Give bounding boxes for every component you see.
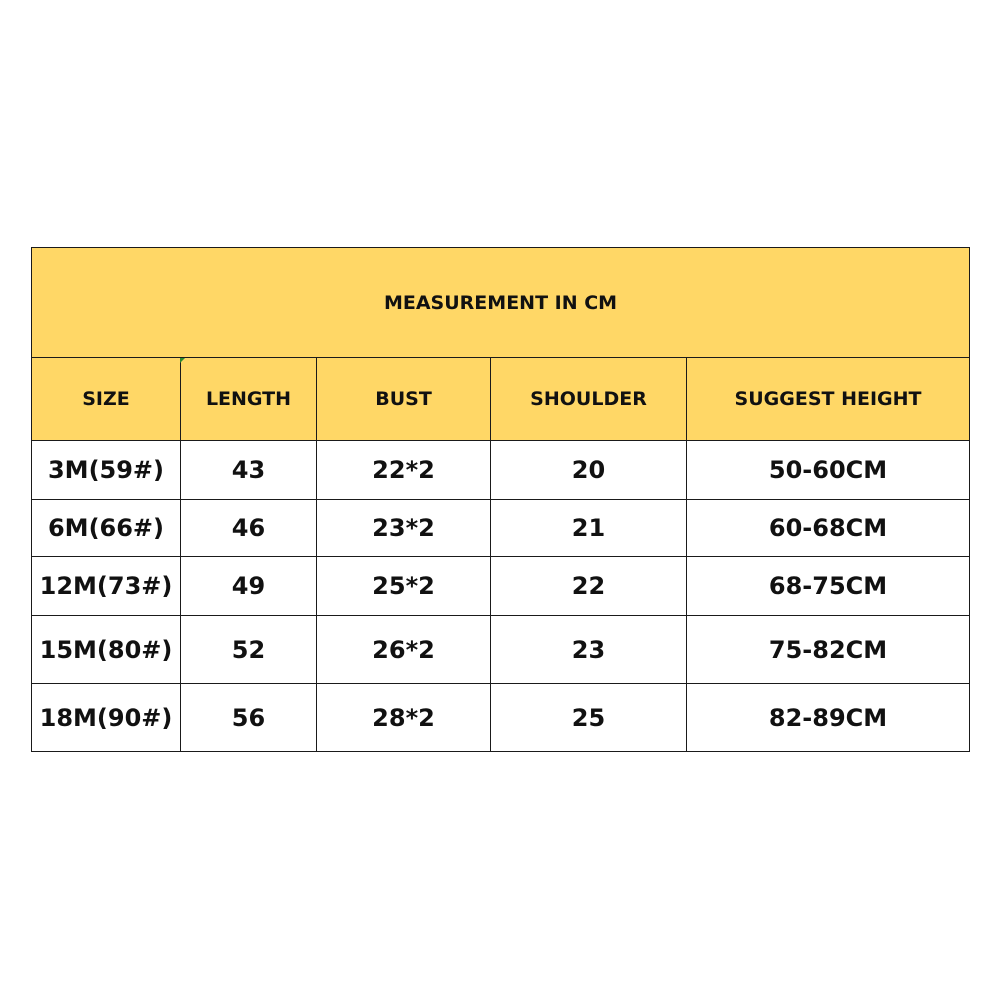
cell-length: 49 [181, 557, 317, 616]
cell-length: 56 [181, 684, 317, 752]
cell-size: 6M(66#) [32, 500, 181, 557]
cell-size: 12M(73#) [32, 557, 181, 616]
table-row [32, 500, 970, 557]
cell-shoulder: 23 [491, 616, 687, 684]
cell-bust: 22*2 [317, 441, 491, 500]
cell-shoulder: 25 [491, 684, 687, 752]
cell-suggest-height: 68-75CM [687, 557, 970, 616]
title-row [32, 248, 970, 358]
cell-size: 18M(90#) [32, 684, 181, 752]
cell-suggest-height: 75-82CM [687, 616, 970, 684]
table-title: MEASUREMENT IN CM [32, 248, 970, 358]
cell-bust: 23*2 [317, 500, 491, 557]
cell-bust: 28*2 [317, 684, 491, 752]
cell-suggest-height: 50-60CM [687, 441, 970, 500]
column-header-size: SIZE [32, 358, 181, 441]
cell-length: 52 [181, 616, 317, 684]
column-header-bust: BUST [317, 358, 491, 441]
cell-bust: 25*2 [317, 557, 491, 616]
cell-shoulder: 20 [491, 441, 687, 500]
table-row [32, 684, 970, 752]
table-row [32, 557, 970, 616]
column-header-length: LENGTH [181, 358, 317, 441]
cell-suggest-height: 82-89CM [687, 684, 970, 752]
table-row [32, 616, 970, 684]
cell-comment-marker [180, 358, 185, 363]
cell-suggest-height: 60-68CM [687, 500, 970, 557]
cell-bust: 26*2 [317, 616, 491, 684]
cell-size: 3M(59#) [32, 441, 181, 500]
size-chart-table [31, 247, 970, 752]
column-header-shoulder: SHOULDER [491, 358, 687, 441]
cell-shoulder: 21 [491, 500, 687, 557]
header-row [32, 358, 970, 441]
cell-length: 43 [181, 441, 317, 500]
cell-shoulder: 22 [491, 557, 687, 616]
table-row [32, 441, 970, 500]
cell-size: 15M(80#) [32, 616, 181, 684]
column-header-suggest-height: SUGGEST HEIGHT [687, 358, 970, 441]
cell-length: 46 [181, 500, 317, 557]
